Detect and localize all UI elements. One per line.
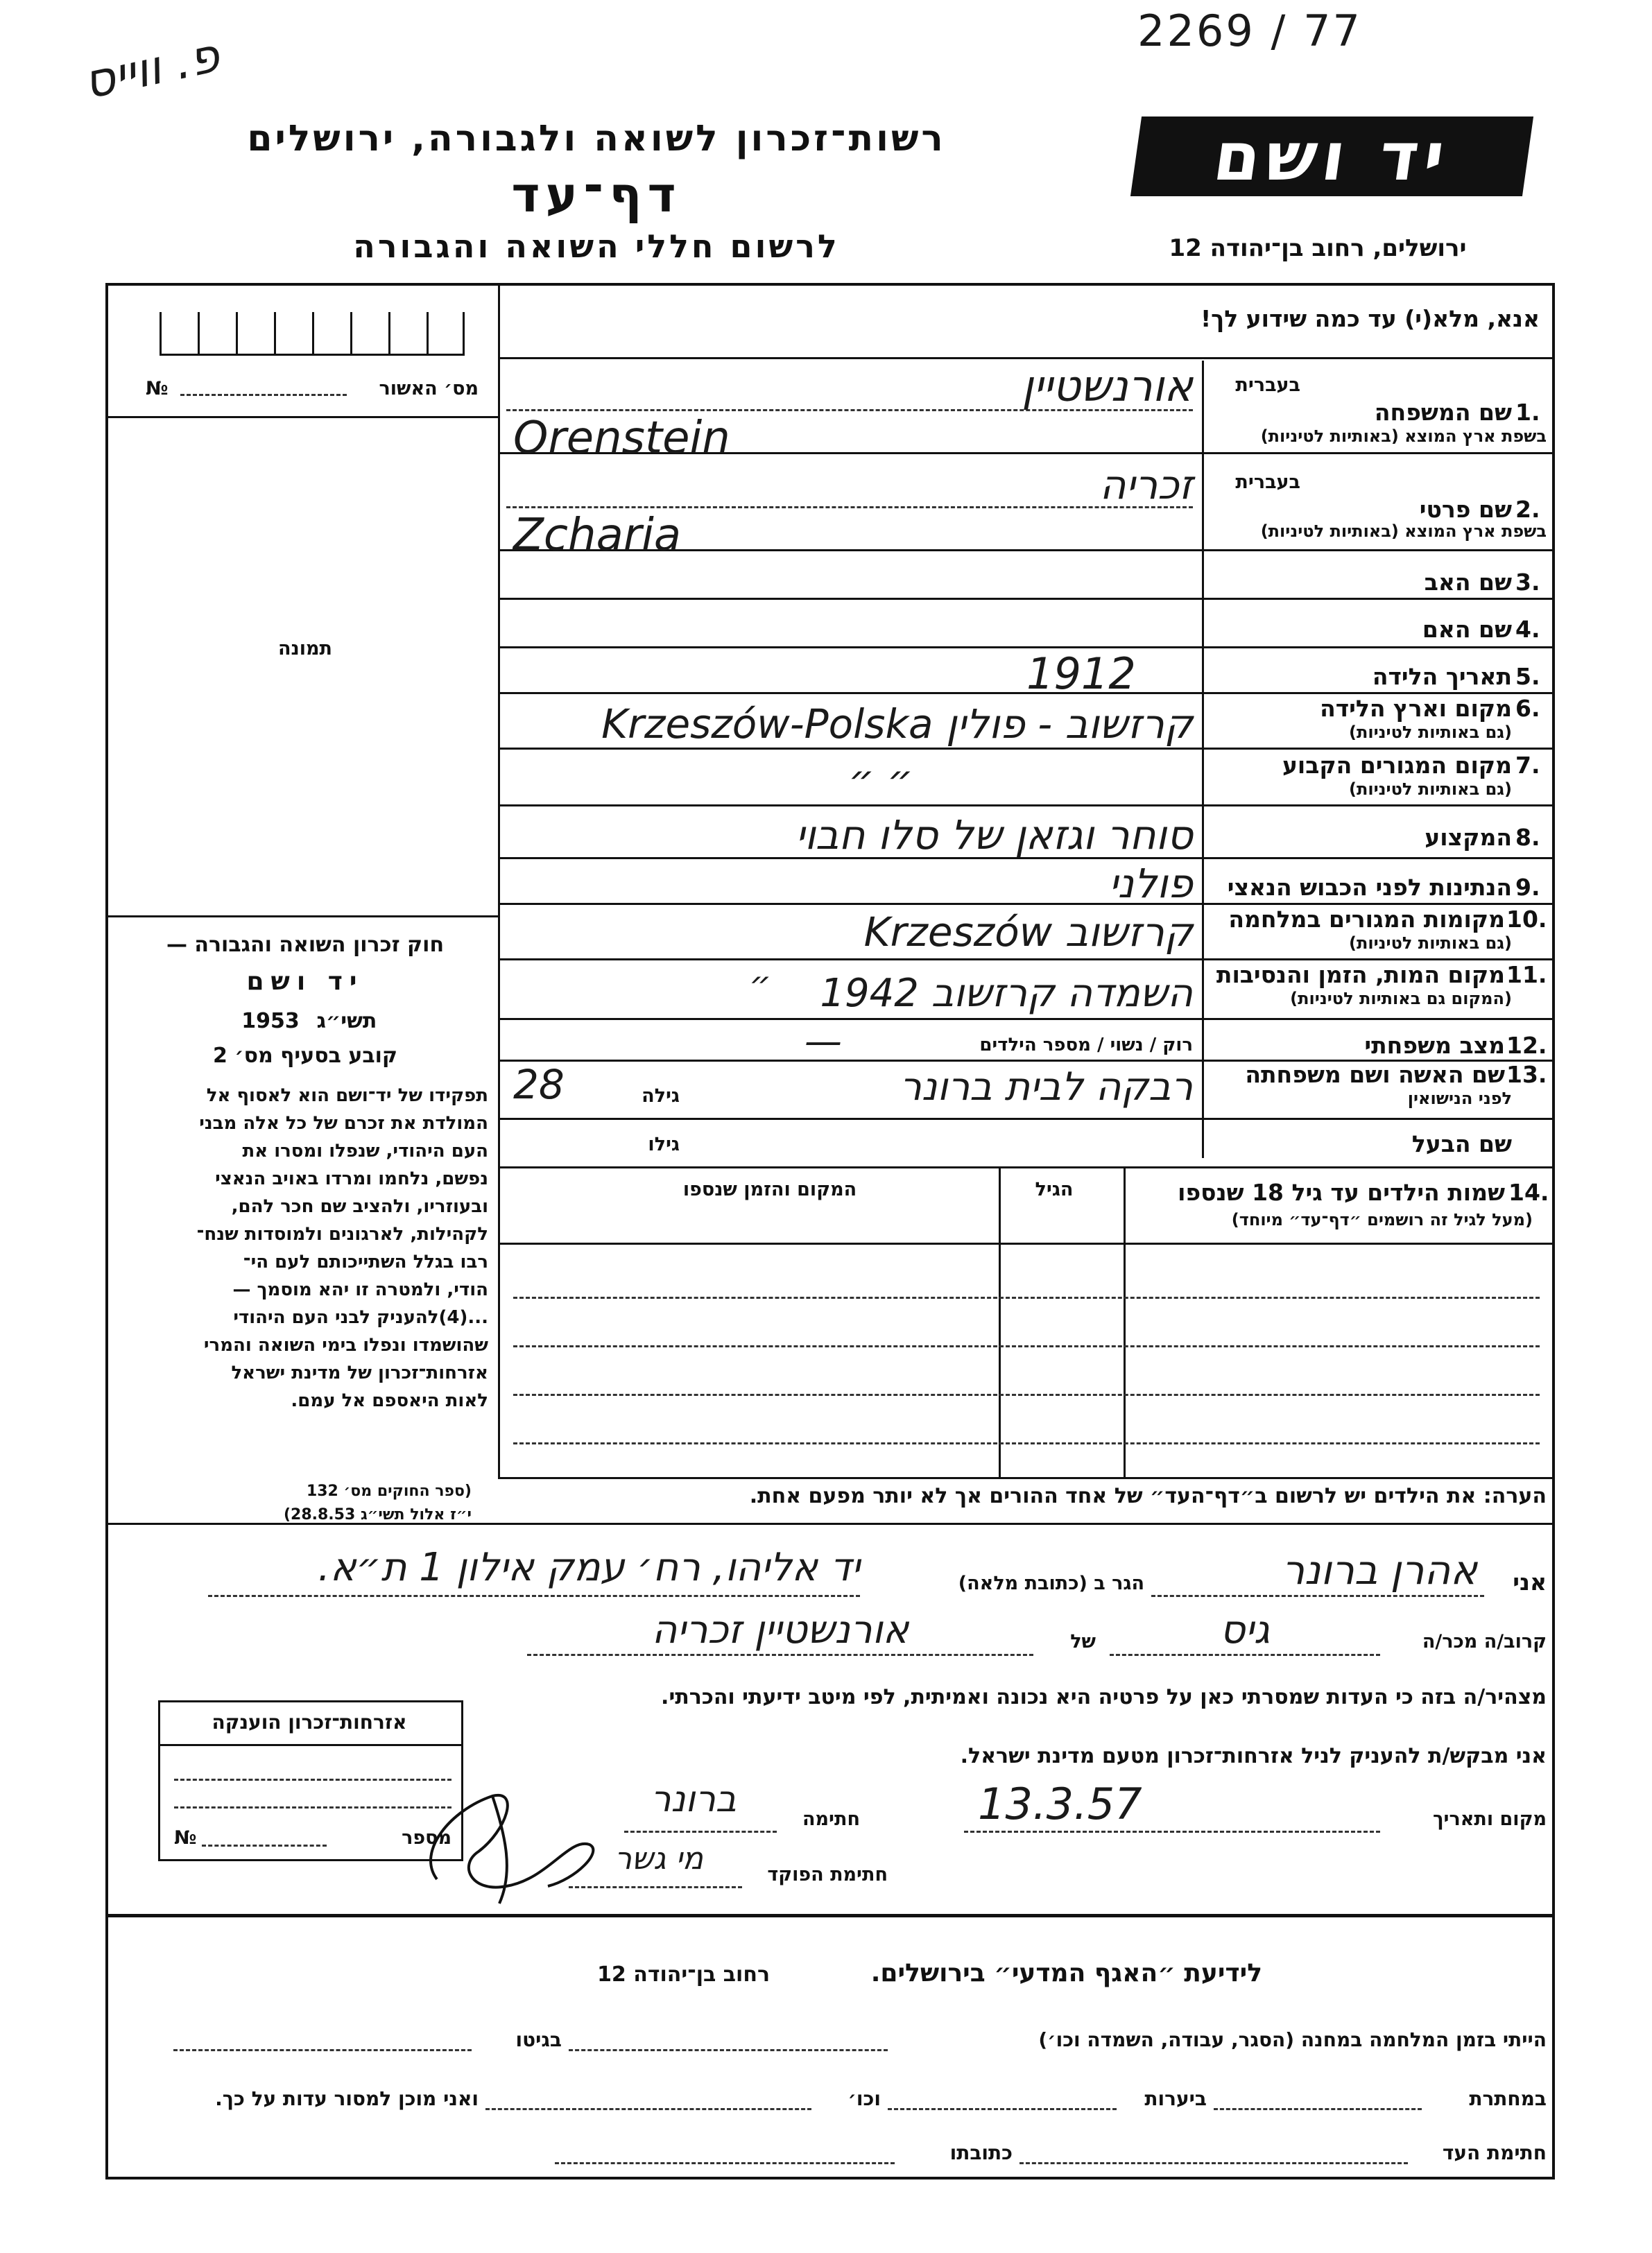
signature-label: חתימה (802, 1809, 860, 1830)
value-line-13 (498, 1118, 1202, 1120)
declarant-of-value[interactable]: אורנשטיין זכריה (651, 1607, 909, 1652)
certificate-box (158, 1700, 463, 1861)
field-6-label: מקום וארץ הלידה (1320, 695, 1512, 722)
value-line-7 (498, 804, 1202, 806)
value-line-12 (498, 1060, 1202, 1062)
law-text-line: ...(4)להעניק לבני העם היהודי (233, 1307, 488, 1328)
law-text-block (117, 1082, 488, 1415)
law-text-line: אזרחות־זכרון של מדינת ישראל (231, 1363, 488, 1383)
bottom-line1-fill-a (569, 2049, 888, 2051)
certificate-number-mark: № (174, 1827, 197, 1849)
field-5-sep (1202, 692, 1555, 694)
field-13-sub: לפני הנישואין (1407, 1089, 1512, 1108)
field-7-sub: (גם באותיות לטיניות) (1349, 779, 1512, 799)
law-text-line: המולדת את זכרם של כל אלה מבני (199, 1113, 488, 1134)
law-text-line: הודי, ולמטרה זו יהא מוסמך — (232, 1279, 488, 1300)
sheet-subtitle: לרשום חללי השואה והגבורה (353, 227, 840, 265)
value-line-3 (498, 598, 1202, 600)
bottom-section-top (105, 1914, 1555, 1917)
value-citizenship[interactable]: פולני (1108, 860, 1193, 907)
value-line-10 (498, 958, 1202, 960)
field-1-hint: בעברית (1235, 374, 1300, 396)
bottom-line1-a: הייתי בזמן המלחמה במחנה (הסגר, עבודה, השמדה וכו׳) (1038, 2028, 1547, 2051)
field-2-hint: בעברית (1235, 472, 1300, 493)
law-text-line: רבו בגלל השתייכותם לעם הי־ (243, 1252, 488, 1272)
law-text-line: ובעוזריו, ולהציב שם חכר להם, (231, 1196, 488, 1217)
place-date-value[interactable]: 13.3.57 (978, 1779, 1142, 1829)
approval-number-label: מס׳ האשור (379, 378, 479, 399)
value-surname-hebrew[interactable]: אורנשטיין (1022, 361, 1193, 411)
field-7-num: 7. (1515, 752, 1540, 779)
bottom-line2-fill-b (888, 2108, 1117, 2110)
declarant-of-line (527, 1654, 1033, 1656)
children-divider-1 (1124, 1166, 1126, 1478)
value-death-ditto: ״ (749, 964, 772, 1004)
field-13-num: 13. (1506, 1061, 1547, 1088)
field-9-num: 9. (1515, 874, 1540, 901)
field-10-sub: (גם באותיות לטיניות) (1349, 933, 1512, 953)
bottom-line3-b: כתובתו (949, 2141, 1013, 2164)
declarant-ani: אני (1513, 1569, 1547, 1596)
bottom-address: רחוב בן־יהודה 12 (597, 1962, 770, 1987)
field-8-sep (1202, 857, 1555, 859)
field-4-label: שם האם (1422, 616, 1512, 643)
field-12-label: מצב משפחתי (1364, 1032, 1505, 1059)
field-1-sep (1202, 452, 1555, 454)
field-9-sep (1202, 903, 1555, 905)
value-profession[interactable]: סוחר וגזאן של סלו חבוי (795, 811, 1193, 858)
field-6-sep (1202, 748, 1555, 750)
field-4-num: 4. (1515, 616, 1540, 643)
value-line-husband (498, 1166, 1555, 1168)
field-1-sub: בשפת ארץ המוצא (באותיות לטיניות) (1260, 426, 1547, 446)
address-line: ירושלים, רחוב בן־יהודה 12 (1169, 234, 1467, 262)
children-note: (מעל לגיל זה רושמים ״דף־עד״ מיוחד) (1231, 1210, 1533, 1229)
law-text-line: לאות היאספם אל עמם. (291, 1390, 488, 1411)
law-clause: קובע בסעיף מס׳ 2 (212, 1044, 398, 1068)
husband-label: שם הבעל (1411, 1130, 1512, 1157)
field-11-sep (1202, 1018, 1555, 1020)
law-text-line: נפשם, נלחמו ומרדו באויב הנאצי (215, 1168, 488, 1189)
instruction-underline (498, 357, 1555, 359)
value-birth-year[interactable]: 1912 (1026, 648, 1136, 699)
value-birthplace[interactable]: קרזשוב - פולין Krzeszów-Polska (601, 700, 1193, 748)
law-title-line1: חוק זכרון השואה והגבורה — (166, 933, 445, 957)
value-firstname-hebrew[interactable]: זכריה (1099, 461, 1193, 508)
declarant-address-value[interactable]: יד אליהו, רח׳ עמק אילון 1 ת״א. (318, 1545, 860, 1590)
photo-area-top (105, 416, 498, 418)
field-8-num: 8. (1515, 824, 1540, 851)
note-row-bottom (105, 1523, 1555, 1525)
value-wartime-residence[interactable]: קרזשוב Krzeszów (863, 908, 1193, 956)
certificate-title: אזרחות־זכרון הוענקה (212, 1711, 407, 1734)
law-title-line2: יד ושם (246, 967, 364, 996)
value-surname-latin[interactable]: Orenstein (513, 413, 730, 464)
law-reference-1: (ספר החוקים מס׳ 132 (306, 1483, 472, 1500)
law-year: 1953 (241, 1009, 300, 1033)
label-column-divider (1202, 361, 1204, 1158)
value-wife-age[interactable]: 28 (513, 1061, 565, 1108)
field-6-sub: (גם באותיות לטיניות) (1349, 723, 1512, 742)
declarant-relative-label: קרוב/ה מכר/ה (1422, 1631, 1547, 1652)
top-number: 2269 / 77 (1137, 6, 1362, 56)
place-date-label: מקום ותאריך (1432, 1809, 1547, 1830)
officer-value[interactable]: מי גשר (614, 1841, 703, 1876)
law-text-line: העם היהודי, שנפלו ומסרו את (242, 1141, 488, 1162)
field-2-num: 2. (1515, 496, 1540, 523)
authority-line: רשות־זכרון לשואה ולגבורה, ירושלים (247, 118, 946, 159)
declarant-name-value[interactable]: אהרן ברונר (1282, 1546, 1477, 1594)
children-col-age: הגיל (1035, 1179, 1074, 1200)
approval-number-line (180, 394, 347, 396)
field-2-sub: בשפת ארץ המוצא (באותיות לטיניות) (1260, 521, 1547, 541)
field-3-num: 3. (1515, 569, 1540, 596)
certificate-title-line (160, 1744, 461, 1746)
bottom-line2-fill-a (1214, 2108, 1422, 2110)
bottom-line2-fill-c (485, 2108, 811, 2110)
field-9-label: הנתינות לפני הכבוש הנאצי (1227, 874, 1512, 901)
field-2-sep (1202, 549, 1555, 551)
field-5-num: 5. (1515, 663, 1540, 690)
place-date-line (964, 1831, 1380, 1833)
field-4-sep (1202, 646, 1555, 648)
bottom-title: לידיעת ״האגף המדעי״ בירושלים. (870, 1959, 1262, 1987)
children-row-3 (513, 1394, 1540, 1396)
value-firstname-latin[interactable]: Zcharia (513, 510, 682, 561)
signature-line (624, 1831, 777, 1833)
field-5-label: תאריך הלידה (1372, 663, 1512, 690)
instruction-text: אנא, מלא(י) עד כמה שידוע לך! (1201, 305, 1540, 332)
left-column-divider (498, 284, 500, 1477)
bottom-line2-d: ואני מוכן למסור עדות על כך. (215, 2087, 479, 2110)
approval-ticks (160, 305, 465, 356)
declarant-relation-line (1110, 1654, 1380, 1656)
children-row-4 (513, 1442, 1540, 1444)
bottom-line3-fill-a (1019, 2162, 1408, 2164)
field-10-num: 10. (1506, 906, 1547, 933)
corner-handwritten-note: פ. ווייס (78, 28, 225, 110)
field-7-label: מקום המגורים הקבוע (1282, 752, 1512, 779)
certificate-number-label: מספר (402, 1827, 451, 1849)
bottom-line1-fill-b (173, 2049, 472, 2051)
declarant-name-line (1151, 1595, 1484, 1597)
field-3-label: שם האב (1424, 569, 1512, 596)
officer-label: חתימת הפוקד (767, 1864, 888, 1885)
law-text-line: שהושמדו ונפלו בימי השואה והמרי (203, 1335, 488, 1356)
certificate-line-2 (174, 1806, 451, 1809)
field-10-sep (1202, 958, 1555, 960)
declarant-relation-value[interactable]: גיס (1220, 1607, 1270, 1652)
children-num: 14. (1508, 1179, 1549, 1206)
value-line-11 (498, 1018, 1202, 1020)
wife-age-label: גילה (642, 1085, 680, 1107)
value-line-6 (498, 748, 1202, 750)
photo-label: תמונה (277, 638, 333, 659)
children-title: שמות הילדים עד גיל 18 שנספו (1178, 1179, 1505, 1206)
field-12-num: 12. (1506, 1032, 1547, 1059)
field-7-sep (1202, 804, 1555, 806)
field-13-label: שם האשה ושם משפחתה (1245, 1061, 1505, 1088)
value-death-place[interactable]: השמדה קרזשוב 1942 (820, 971, 1193, 1016)
declaration-text: מצהיר/ה בזה כי העדות שמסרתי כאן על פרטיה היא נכונה ואמיתית, לפי מיטב ידיעתי והכרתי. (661, 1685, 1547, 1709)
field-11-num: 11. (1506, 961, 1547, 988)
bottom-line2-a: במחתרת (1469, 2087, 1547, 2110)
field-11-label: מקום המות, הזמן והנסיבות (1216, 961, 1505, 988)
law-reference-2: י״ז אלול תשי״ג 28.8.53) (283, 1506, 472, 1523)
field-8-label: המקצוע (1425, 824, 1512, 851)
field-1-num: 1. (1515, 399, 1540, 426)
bottom-line3-fill-b (555, 2162, 895, 2164)
field-10-label: מקומות המגורים במלחמה (1228, 906, 1505, 933)
marital-options: רוק / נשוי / מספר הילדים (979, 1035, 1193, 1055)
bottom-line2-b: ביערות (1144, 2087, 1207, 2110)
children-header-line (498, 1243, 1555, 1245)
declarant-address-line (208, 1595, 860, 1597)
field-11-sub: (המקום גם באותיות לטיניות) (1290, 989, 1512, 1008)
field-2-label: שם פרטי (1419, 496, 1512, 523)
sheet-title: דף־עד (511, 166, 682, 223)
husband-age-label: גילו (648, 1134, 680, 1155)
certificate-line-1 (174, 1779, 451, 1781)
value-wife-name[interactable]: רבקה לבית ברונר (900, 1064, 1193, 1110)
field-6-num: 6. (1515, 695, 1540, 722)
field-3-sep (1202, 598, 1555, 600)
approval-no-mark: № (146, 378, 169, 399)
law-text-line: תפקידו של יד־ושם הוא לאסוף אל (206, 1085, 488, 1106)
yad-vashem-logo: יד ושם (1130, 116, 1533, 196)
declarant-resides-label: הגר ב (כתובת מלאה) (958, 1573, 1144, 1594)
certificate-number-line (202, 1845, 327, 1847)
children-col-place: המקום והזמן שנספו (682, 1179, 857, 1200)
bottom-line1-b: בגיטו (515, 2028, 562, 2051)
declarant-of-label: של (1070, 1631, 1096, 1652)
bottom-line3-a: חתימת העד (1442, 2141, 1547, 2164)
law-year-hebrew: תשי״ג (316, 1009, 377, 1033)
note-row-top (498, 1477, 1555, 1479)
children-divider-2 (999, 1166, 1001, 1478)
children-row-2 (513, 1345, 1540, 1347)
request-text: אני מבקש/ת להעניק לניל אזרחות־זכרון מטעם מדינת ישראל. (960, 1744, 1547, 1768)
field-13-sep (1202, 1118, 1555, 1120)
bottom-line2-c: וכו׳ (847, 2087, 881, 2110)
signature-value[interactable]: ברונר (651, 1779, 737, 1820)
value-residence-ditto[interactable]: ״ ״ (848, 756, 913, 803)
photo-area-bottom (105, 915, 498, 917)
law-text-line: לקהילות, לארגונים ולמוסדות שנח־ (196, 1224, 488, 1245)
value-marital[interactable]: — (805, 1019, 842, 1063)
field-1-label: שם המשפחה (1374, 399, 1512, 426)
note-row-text: הערה: את הילדים יש לרשום ב״דף־העד״ של אחד ההורים אך לא יותר מפעם אחת. (749, 1484, 1547, 1508)
children-row-1 (513, 1297, 1540, 1299)
